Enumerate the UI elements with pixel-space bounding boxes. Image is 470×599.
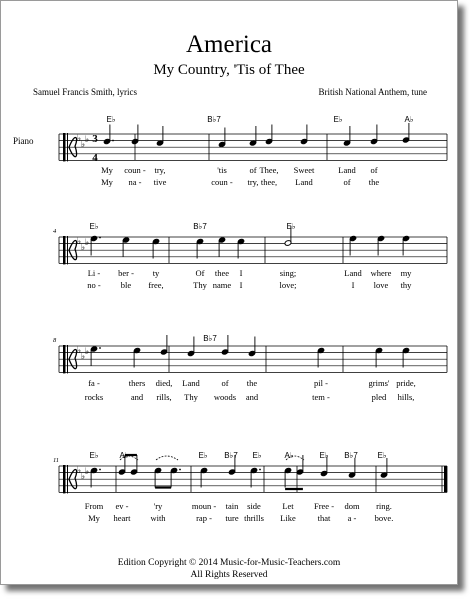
chord-symbol: A♭	[119, 451, 129, 460]
lyric-verse1: Land	[344, 268, 362, 278]
note	[300, 125, 308, 145]
note	[402, 347, 410, 367]
note	[249, 126, 257, 146]
lyric-verse2: that	[317, 513, 331, 523]
note	[156, 126, 164, 146]
note	[221, 335, 229, 355]
lyric-verse1: of	[249, 165, 257, 175]
lyric-verse1: died,	[155, 378, 173, 388]
note	[296, 455, 304, 475]
dot	[112, 140, 114, 142]
lyric-verse2: Land	[295, 177, 313, 187]
lyric-verse2: My	[88, 513, 100, 523]
lyric-verse2: I	[351, 280, 355, 290]
chord-symbol: A♭	[404, 115, 414, 124]
chord-symbol: B♭7	[207, 115, 221, 124]
key-flat-icon: ♭	[80, 471, 86, 481]
lyric-verse2: bove.	[374, 513, 394, 523]
lyric-verse2: and	[130, 392, 144, 402]
song-subtitle: My Country, 'Tis of Thee	[153, 62, 305, 78]
note	[349, 235, 357, 255]
chord-symbol: B♭7	[224, 451, 238, 460]
note	[218, 237, 226, 257]
lyric-verse2: of	[343, 177, 351, 187]
lyric-verse2: rocks	[84, 392, 104, 402]
lyric-verse1: ev -	[115, 501, 129, 511]
key-flat-icon: ♭	[76, 236, 82, 246]
lyric-verse2: a -	[347, 513, 357, 523]
key-flat-icon: ♭	[84, 134, 90, 144]
song-title: America	[185, 31, 273, 58]
lyric-verse1: my	[400, 268, 412, 278]
lyric-verse1: pil -	[314, 378, 328, 388]
lyric-verse2: no -	[87, 280, 101, 290]
note	[402, 123, 410, 143]
lyric-verse1: Land	[182, 378, 200, 388]
key-flat-icon: ♭	[76, 133, 82, 143]
chord-symbol: A♭	[284, 451, 294, 460]
measure-number: 8	[53, 337, 57, 344]
lyric-verse2: Thy	[193, 280, 207, 290]
lyric-verse1: coun -	[124, 165, 146, 175]
note	[90, 346, 98, 366]
measure-number: 4	[53, 228, 57, 235]
note	[284, 467, 292, 487]
lyric-verse1: sing;	[279, 268, 297, 278]
lyric-verse1: Of	[195, 268, 205, 278]
lyric-verse2: My	[101, 177, 113, 187]
chord-symbol: B♭7	[193, 222, 207, 231]
lyric-verse1: grims'	[368, 378, 390, 388]
lyric-verse2: and	[245, 392, 259, 402]
note	[160, 335, 168, 355]
chord-symbol: E♭	[252, 451, 262, 460]
copyright-line: Edition Copyright © 2014 Music-for-Music-Teachers.com	[117, 558, 341, 568]
lyric-verse1: thers	[128, 378, 146, 388]
lyric-verse2: rills,	[156, 392, 172, 402]
note	[237, 238, 245, 258]
lyric-verse2: hills,	[397, 392, 415, 402]
lyric-verse2: Like	[280, 513, 296, 523]
lyric-verse2: name	[212, 280, 232, 290]
lyric-verse1: thee	[214, 268, 230, 278]
note	[402, 235, 410, 255]
lyric-verse1: pride,	[396, 378, 416, 388]
time-signature-top: 3	[92, 133, 98, 145]
lyricist-credit: Samuel Francis Smith, lyrics	[33, 87, 137, 97]
note	[250, 467, 258, 487]
lyric-verse1: Let	[282, 501, 294, 511]
lyric-verse2: free,	[148, 280, 164, 290]
key-flat-icon: ♭	[76, 465, 82, 475]
dot	[99, 347, 101, 349]
chord-symbol: E♭	[106, 115, 116, 124]
lyric-verse1: side	[247, 501, 261, 511]
chord-symbol: B♭7	[344, 451, 358, 460]
lyric-verse1: I	[239, 268, 243, 278]
lyric-verse1: Sweet	[293, 165, 315, 175]
chord-symbol: E♭	[333, 115, 343, 124]
note	[90, 235, 98, 255]
lyric-verse1: My	[101, 165, 113, 175]
lyric-verse1: of	[370, 165, 378, 175]
key-flat-icon: ♭	[84, 346, 90, 356]
lyric-verse2: ble	[120, 280, 132, 290]
note	[170, 467, 178, 487]
composer-credit: British National Anthem, tune	[318, 87, 427, 97]
note	[248, 337, 256, 357]
key-flat-icon: ♭	[84, 237, 90, 247]
lyric-verse1: Li -	[87, 268, 101, 278]
note	[343, 126, 351, 146]
note	[370, 125, 378, 145]
chord-symbol: E♭	[89, 451, 99, 460]
lyric-verse1: Land	[338, 165, 356, 175]
lyric-verse1: try,	[154, 165, 166, 175]
note	[348, 458, 356, 478]
dot	[99, 237, 101, 239]
instrument-label: Piano	[13, 136, 34, 146]
lyric-verse1: ber -	[118, 268, 134, 278]
key-flat-icon: ♭	[80, 242, 86, 252]
lyric-verse1: where	[370, 268, 392, 278]
lyric-verse1: ty	[152, 268, 160, 278]
lyric-verse2: the	[368, 177, 380, 187]
lyric-verse1: tain	[225, 501, 239, 511]
chord-symbol: E♭	[89, 222, 99, 231]
note	[265, 125, 273, 145]
chord-symbol: B♭7	[203, 334, 217, 343]
lyric-verse1: of	[221, 378, 229, 388]
copyright-footer	[1, 557, 457, 581]
time-signature-bottom: 4	[92, 151, 98, 164]
lyric-verse1: 'tis	[217, 165, 227, 175]
lyric-verse1: moun -	[191, 501, 217, 511]
rights-line: All Rights Reserved	[190, 570, 268, 580]
note	[380, 458, 388, 478]
lyric-verse1: fa -	[88, 378, 100, 388]
dot	[179, 469, 181, 471]
chord-symbol: E♭	[286, 222, 296, 231]
note	[187, 337, 195, 357]
note	[375, 347, 383, 367]
note	[130, 455, 138, 475]
dot	[259, 469, 261, 471]
note	[90, 467, 98, 487]
lyric-verse1: Thee,	[259, 165, 279, 175]
lyric-verse2: thy	[400, 280, 412, 290]
lyric-verse2: thrills	[244, 513, 264, 523]
lyric-verse2: tem -	[312, 392, 330, 402]
chord-symbol: E♭	[319, 451, 329, 460]
lyric-verse1: dom	[344, 501, 360, 511]
measure-number: 11	[53, 457, 60, 464]
note	[200, 467, 208, 487]
lyric-verse2: ture	[225, 513, 239, 523]
note	[377, 235, 385, 255]
chord-symbol: E♭	[198, 451, 208, 460]
note	[122, 237, 130, 257]
slur	[156, 456, 178, 460]
lyric-verse1: 'ry	[153, 501, 163, 511]
lyric-verse1: Free -	[313, 501, 335, 511]
chord-symbol: E♭	[377, 451, 387, 460]
lyric-verse2: with	[150, 513, 166, 523]
lyric-verse2: I	[239, 280, 243, 290]
note	[133, 347, 141, 367]
key-flat-icon: ♭	[84, 466, 90, 476]
key-flat-icon: ♭	[80, 139, 86, 149]
score	[1, 1, 457, 584]
note	[317, 347, 325, 367]
lyric-verse2: na -	[128, 177, 142, 187]
lyric-verse2: heart	[113, 513, 131, 523]
note	[196, 238, 204, 258]
note	[154, 467, 162, 487]
lyric-verse1: ring.	[376, 501, 392, 511]
lyric-verse2: Thy	[184, 392, 198, 402]
lyric-verse2: tive	[153, 177, 167, 187]
note	[218, 128, 226, 148]
lyric-verse2: try,	[247, 177, 259, 187]
lyric-verse2: pled	[371, 392, 387, 402]
key-flat-icon: ♭	[80, 351, 86, 361]
final-barline-thick	[444, 466, 447, 492]
lyric-verse2: woods	[213, 392, 237, 402]
lyric-verse2: love;	[279, 280, 297, 290]
lyric-verse2: rap -	[196, 513, 212, 523]
dot	[99, 469, 101, 471]
note	[103, 125, 111, 145]
note	[152, 238, 160, 258]
lyric-verse1: From	[84, 501, 104, 511]
lyric-verse2: coun -	[211, 177, 233, 187]
key-flat-icon: ♭	[76, 345, 82, 355]
lyric-verse2: love	[373, 280, 389, 290]
lyric-verse2: thee,	[260, 177, 278, 187]
lyric-verse1: the	[246, 378, 258, 388]
